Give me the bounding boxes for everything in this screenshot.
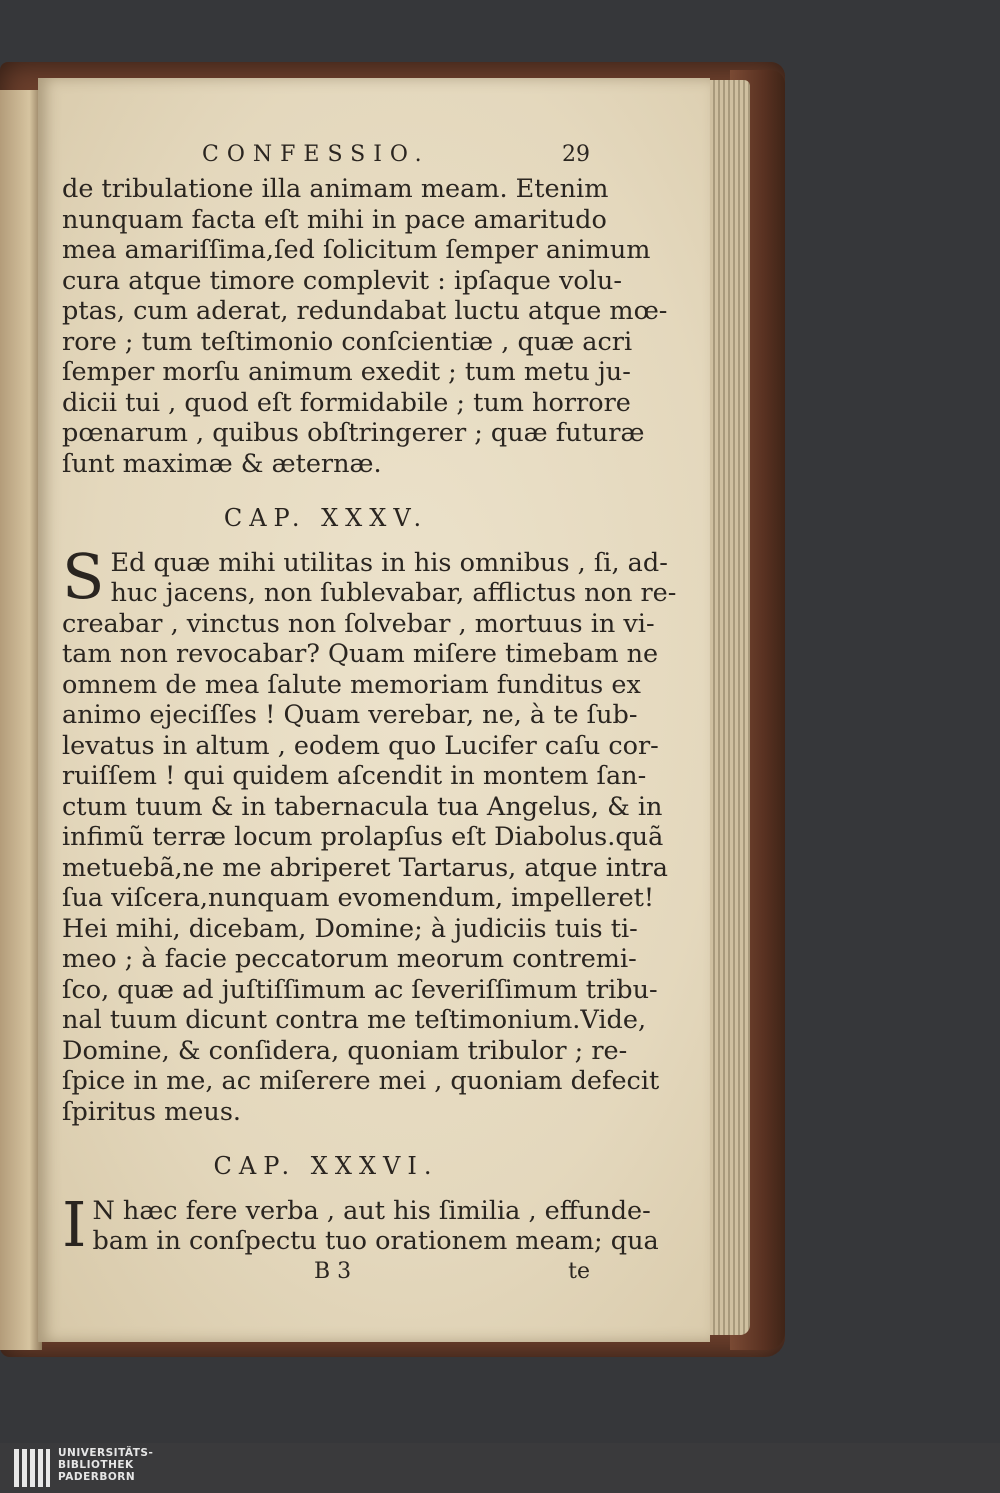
- signature-mark: B 3: [314, 1258, 352, 1284]
- library-logo-icon: [14, 1449, 50, 1487]
- running-header: [62, 140, 590, 174]
- library-name-line: PADERBORN: [58, 1471, 136, 1483]
- chapter-36-body: [62, 1187, 659, 1261]
- text-line: nal tuum dicunt contra me teſtimonium.Vide,: [62, 1005, 647, 1035]
- text-line: Ed quæ mihi utilitas in his omnibus , ſi, ad-: [110, 547, 668, 578]
- paragraph-continued: [62, 174, 668, 479]
- drop-cap: I: [62, 1187, 87, 1261]
- chapter-heading-35: CAP. XXXV.: [223, 504, 429, 532]
- text-line: dicii tui , quod eſt formidabile ; tum horrore: [62, 387, 631, 418]
- text-line: omnem de mea ſalute memoriam funditus ex: [62, 669, 641, 700]
- text-line: cura atque timore complevit : ipſaque volu-: [62, 265, 622, 296]
- drop-cap: S: [62, 539, 105, 613]
- text-line: huc jacens, non ſublevabar, afflictus non re-: [110, 578, 677, 608]
- text-line: ruiſſem ! qui quidem aſcendit in montem ſan-: [62, 761, 647, 791]
- chapter-35-body: [62, 539, 677, 1128]
- text-line: animo ejeciſſes ! Quam verebar, ne, à te ſub-: [62, 700, 638, 730]
- catchword: te: [568, 1258, 590, 1284]
- library-banner: [0, 1443, 1000, 1493]
- text-line: ſunt maximæ & æternæ.: [62, 448, 382, 479]
- text-line: de tribulatione illa animam meam. Etenim: [62, 174, 609, 204]
- text-line: rore ; tum teſtimonio conſcientiæ , quæ acri: [62, 326, 633, 357]
- library-name-line: UNIVERSITÄTS-: [58, 1447, 154, 1459]
- page-number: 29: [562, 142, 590, 167]
- library-name: [58, 1447, 153, 1483]
- text-line: ſemper morſu animum exedit ; tum metu ju-: [62, 357, 631, 387]
- text-line: N hæc fere verba , aut his ſimilia , effunde-: [92, 1195, 651, 1226]
- library-name-line: BIBLIOTHEK: [58, 1459, 134, 1471]
- text-line: ſco, quæ ad juſtiſſimum ac ſeveriſſimum tribu-: [62, 974, 658, 1005]
- page-text: [62, 140, 677, 1287]
- text-line: ctum tuum & in tabernacula tua Angelus, & in: [62, 791, 663, 822]
- text-line: pœnarum , quibus obſtringerer ; quæ futuræ: [62, 418, 645, 448]
- text-line: ſpiritus meus.: [62, 1096, 242, 1127]
- text-line: ptas, cum aderat, redundabat luctu atque mœ-: [62, 296, 668, 326]
- text-line: meo ; à facie peccatorum meorum contremi-: [62, 944, 637, 974]
- text-line: metuebã,ne me abriperet Tartarus, atque intra: [62, 852, 668, 883]
- text-line: Domine, & conſidera, quoniam tribulor ; re-: [62, 1035, 628, 1066]
- facing-page-edge: [0, 90, 42, 1350]
- text-line: infimũ terræ locum prolapſus eſt Diabolus.quã: [62, 822, 664, 852]
- text-line: nunquam facta eſt mihi in pace amaritudo: [62, 204, 607, 235]
- text-line: levatus in altum , eodem quo Lucifer caſu cor-: [62, 730, 659, 761]
- text-line: bam in conſpectu tuo orationem meam; qua: [92, 1226, 659, 1256]
- text-line: ſpice in me, ac miſerere mei , quoniam defecit: [62, 1066, 660, 1096]
- text-line: Hei mihi, dicebam, Domine; à judiciis tuis ti-: [62, 913, 638, 944]
- text-line: mea amariſſima,ſed ſolicitum ſemper animum: [62, 235, 651, 265]
- text-line: ſua viſcera,nunquam evomendum, impelleret!: [62, 883, 655, 913]
- running-title: CONFESSIO.: [202, 142, 430, 167]
- text-line: creabar , vinctus non ſolvebar , mortuus in vi-: [62, 608, 655, 639]
- page-footer: [62, 1257, 590, 1287]
- text-line: tam non revocabar? Quam miſere timebam ne: [62, 639, 659, 669]
- chapter-heading-36: CAP. XXXVI.: [213, 1152, 439, 1180]
